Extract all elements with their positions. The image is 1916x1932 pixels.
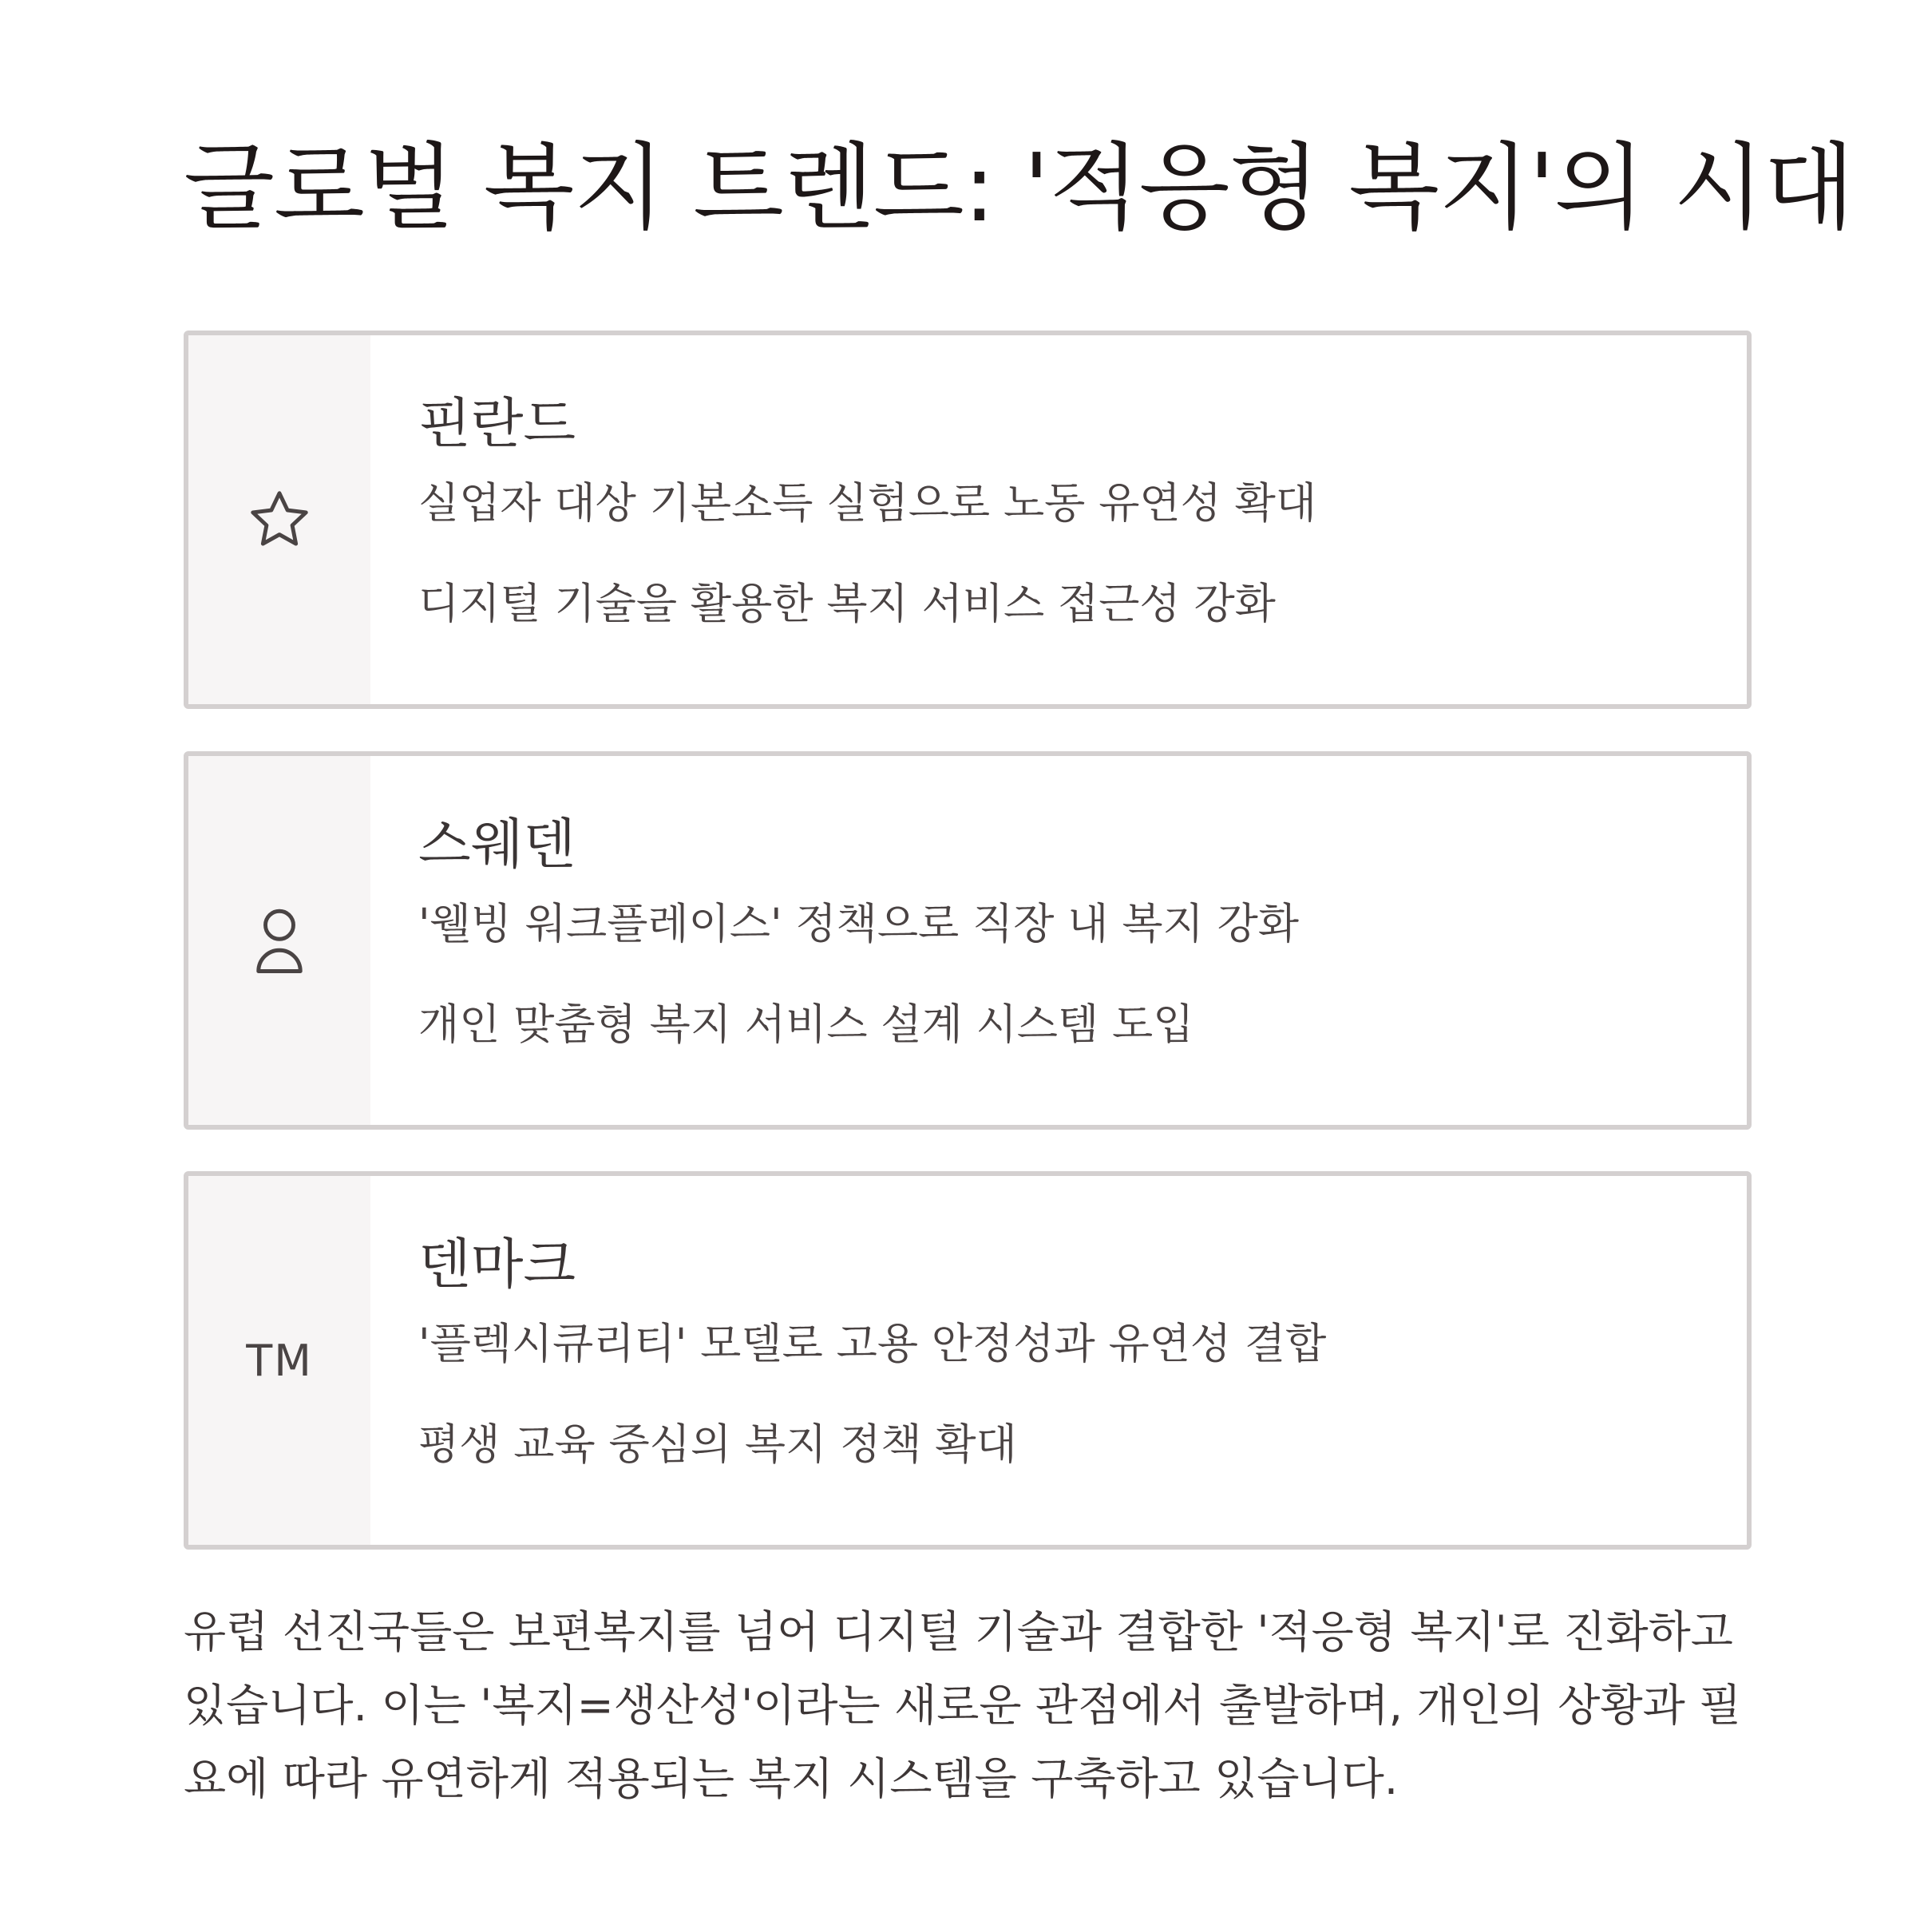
- country-card-denmark: [184, 1171, 1752, 1550]
- summary-paragraph: 유럽 선진국들은 보편복지를 넘어 디지털 기술과 결합한 '적응형 복지'로 진화하고 있습니다. 이는 '복지=생산성'이라는 새로운 관점에서 출발하며, 개인의 상황과 필요에 따라 유연하게 적용되는 복지 시스템을 구축하고 있습니다.: [184, 1606, 1742, 1804]
- card-title: 덴마크: [418, 1233, 576, 1297]
- card-content: [370, 756, 1299, 1125]
- card-line: 평생 교육 중심의 복지 정책 확대: [418, 1420, 1017, 1469]
- card-content: [370, 1176, 1326, 1545]
- trademark-icon: TM: [246, 1335, 313, 1386]
- card-line: 실업자 대상 기본소득 실험으로 노동 유연성 확대: [418, 479, 1317, 528]
- country-card-finland: [184, 331, 1752, 709]
- country-card-sweden: [184, 751, 1752, 1130]
- person-icon: [246, 904, 313, 977]
- card-icon-panel: [188, 335, 370, 704]
- card-line: 개인 맞춤형 복지 서비스 설계 시스템 도입: [418, 1000, 1194, 1049]
- card-content: [370, 335, 1316, 704]
- card-title: 스웨덴: [418, 814, 576, 877]
- star-icon: [246, 486, 313, 553]
- card-line: '웰빙 워크플레이스' 정책으로 직장 내 복지 강화: [418, 900, 1299, 948]
- card-title: 핀란드: [418, 393, 576, 456]
- page-title: 글로벌 복지 트렌드: '적응형 복지'의 시대: [184, 133, 1854, 243]
- card-line: '플렉시큐리티' 모델로 고용 안정성과 유연성 결합: [418, 1320, 1327, 1368]
- card-line: 디지털 기술을 활용한 복지 서비스 접근성 강화: [418, 580, 1276, 628]
- card-icon-panel: [188, 1176, 370, 1545]
- card-icon-panel: [188, 756, 370, 1125]
